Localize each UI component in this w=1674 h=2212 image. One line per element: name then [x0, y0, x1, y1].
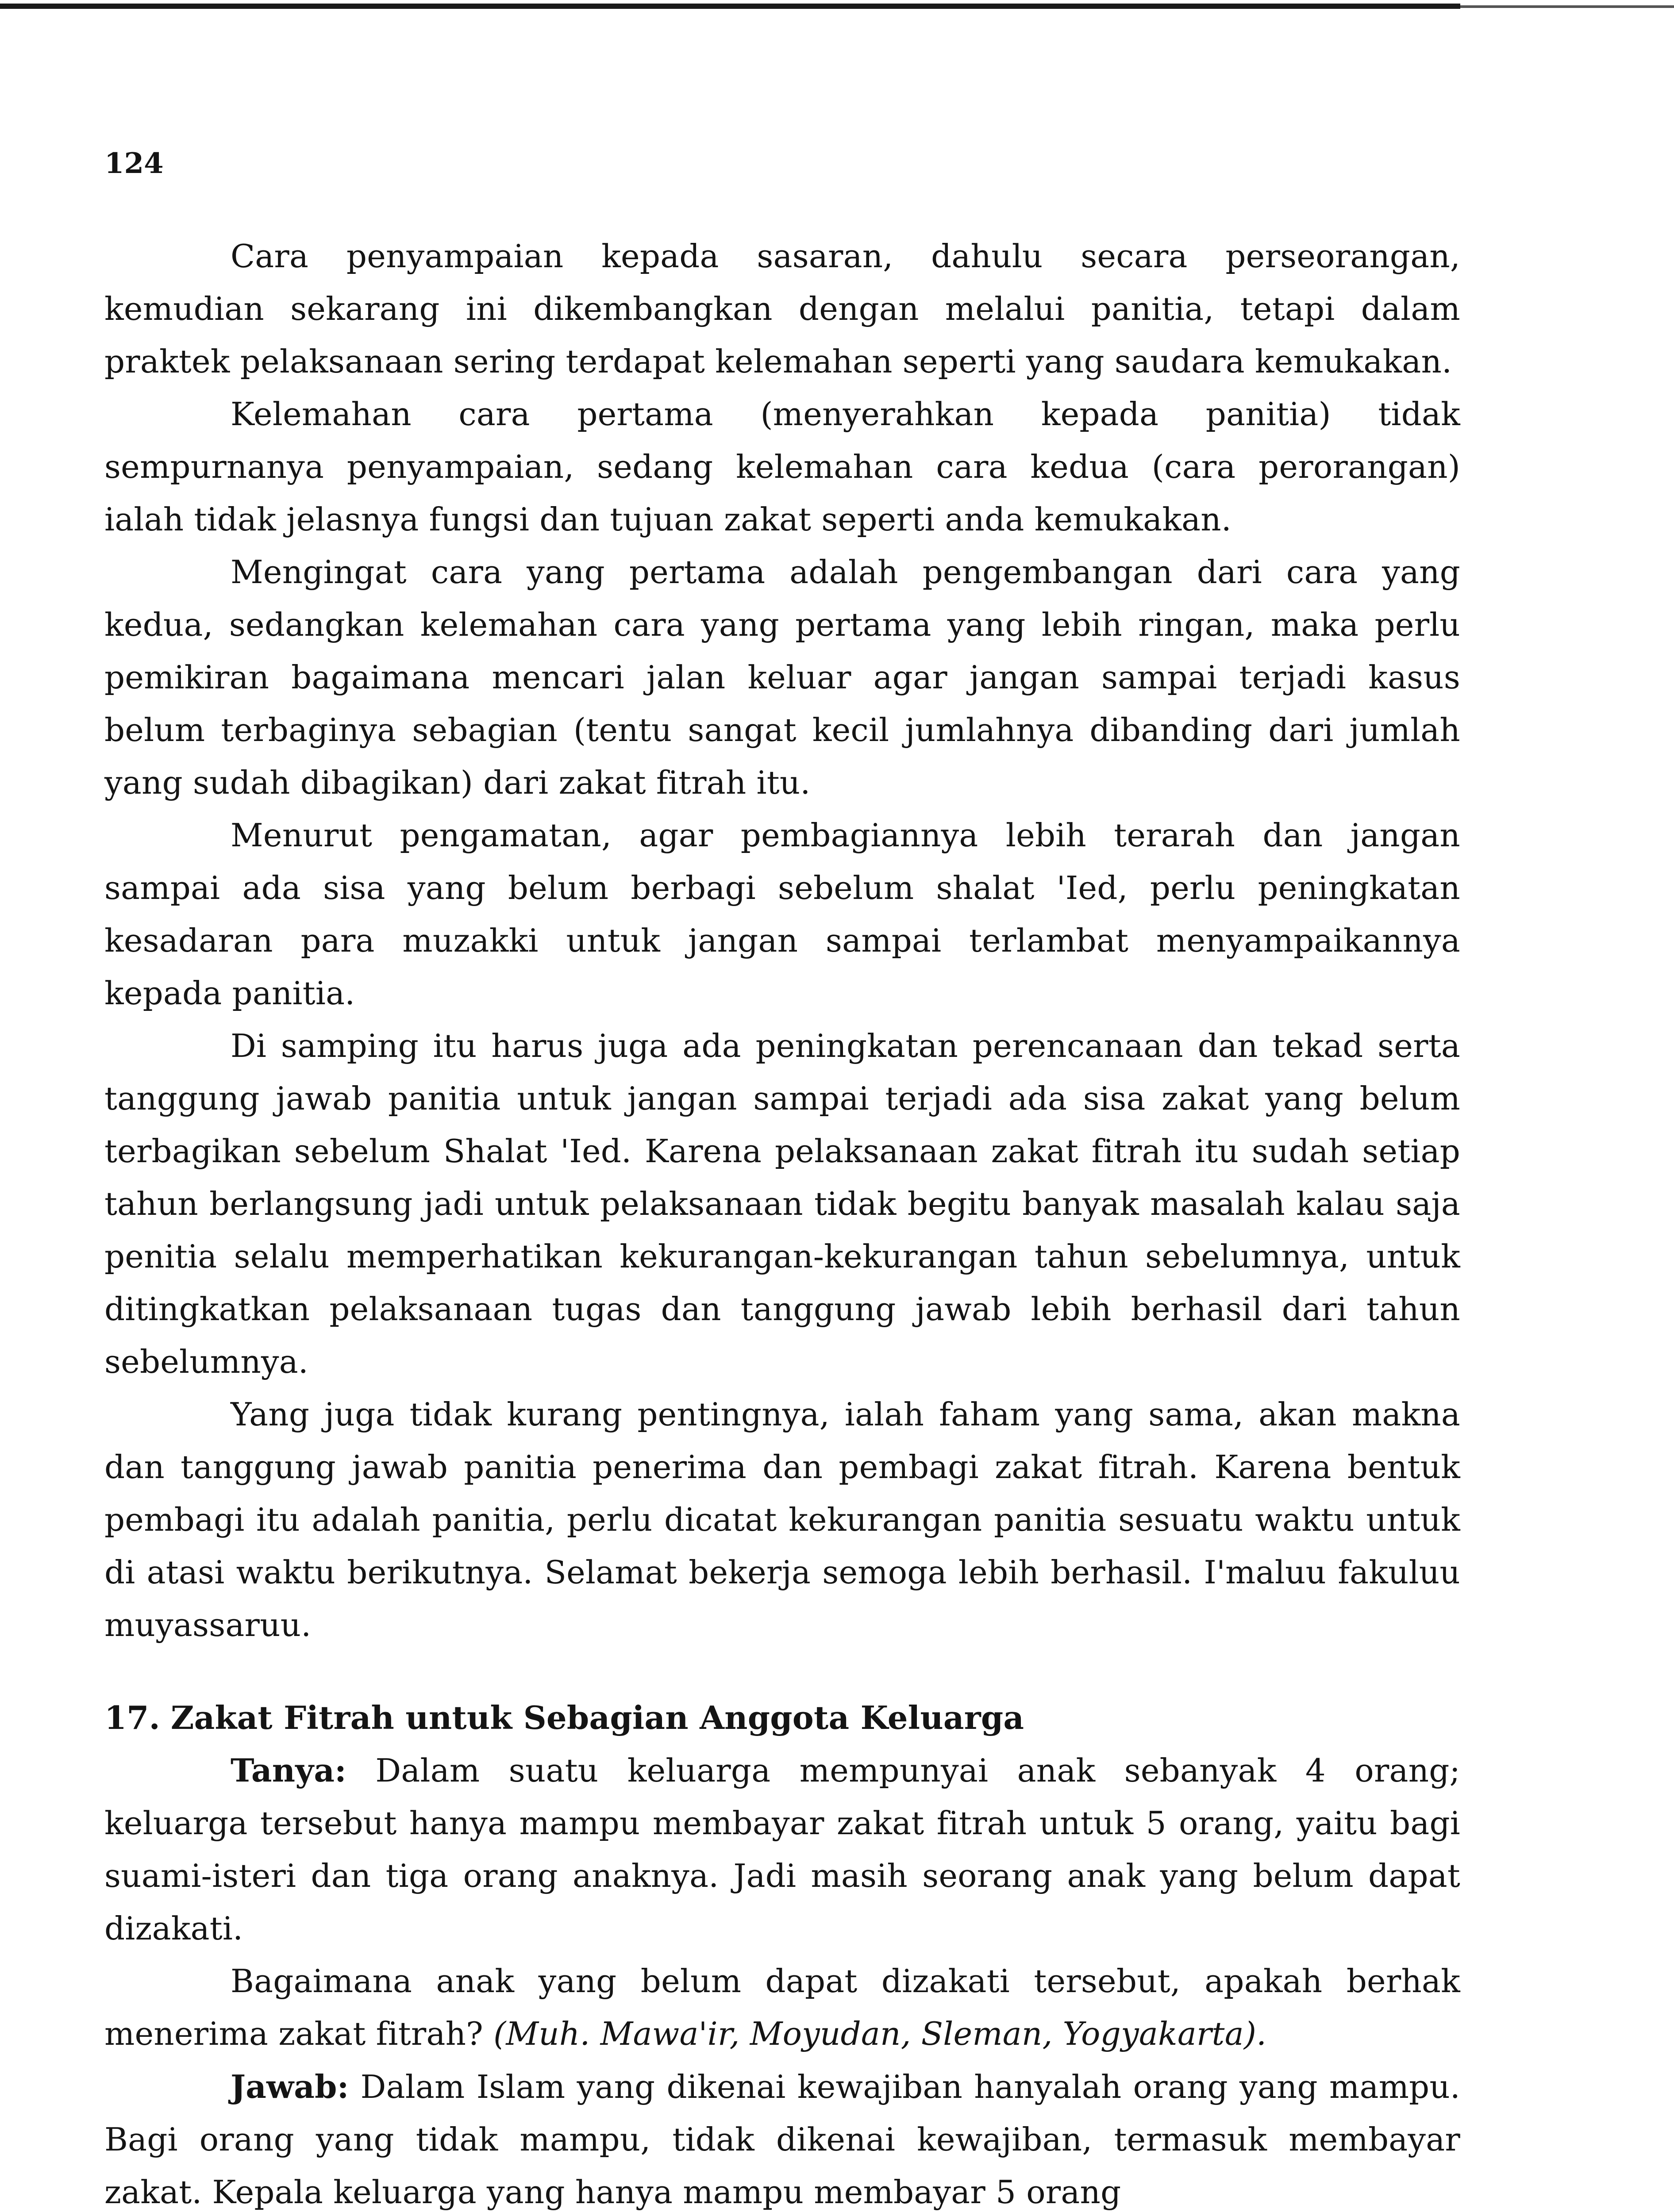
- paragraph: Mengingat cara yang pertama adalah pengembangan dari cara yang kedua, sedangkan kelemahan cara yang pertama yang lebih ringan, maka perlu pemikiran bagaimana mencari jalan keluar agar jangan sampai terjadi kasus belum terbaginya sebagian (tentu sangat kecil jumlahnya dibanding dari jumlah yang sudah dibagikan) dari zakat fitrah itu.: [104, 553, 1460, 801]
- paragraph: Yang juga tidak kurang pentingnya, ialah faham yang sama, akan makna dan tanggung jawab panitia penerima dan pembagi zakat fitrah. Karena bentuk pembagi itu adalah panitia, perlu dicatat kekurangan panitia sesuatu waktu untuk di atasi waktu berikutnya. Selamat bekerja semoga lebih berhasil. I'maluu fakuluu muyassaruu.: [104, 1396, 1460, 1644]
- scan-top-border-tail: [1460, 5, 1674, 8]
- paragraph: Di samping itu harus juga ada peningkatan perencanaan dan tekad serta tanggung jawab panitia untuk jangan sampai terjadi ada sisa zakat yang belum terbagikan sebelum Shalat 'Ied. Karena pelaksanaan zakat fitrah itu sudah setiap tahun berlangsung jadi untuk pelaksanaan tidak begitu banyak masalah kalau saja penitia selalu memperhatikan kekurangan-kekurangan tahun sebelumnya, untuk ditingkatkan pelaksanaan tugas dan tanggung jawab lebih berhasil dari tahun sebelumnya.: [104, 1027, 1460, 1380]
- question-text: Dalam suatu keluarga mempunyai anak sebanyak 4 orang; keluarga tersebut hanya mampu membayar zakat fitrah untuk 5 orang, yaitu bagi suami-isteri dan tiga orang anaknya. Jadi masih seorang anak yang belum dapat dizakati.: [104, 1752, 1460, 1947]
- book-page: [104, 146, 1460, 2212]
- paragraph: Kelemahan cara pertama (menyerahkan kepada panitia) tidak sempurnanya penyampaian, sedang kelemahan cara kedua (cara perorangan) ialah tidak jelasnya fungsi dan tujuan zakat seperti anda kemukakan.: [104, 396, 1460, 538]
- section-title: Zakat Fitrah untuk Sebagian Anggota Keluarga: [170, 1699, 1024, 1736]
- question-paragraph: [104, 1744, 1460, 1955]
- question-followup-paragraph: [104, 1955, 1460, 2060]
- answer-paragraph: [104, 2060, 1460, 2212]
- body-text: [104, 230, 1460, 2212]
- question-source: (Muh. Mawa'ir, Moyudan, Sleman, Yogyakarta).: [493, 2015, 1267, 2052]
- question-label: Tanya:: [231, 1751, 346, 1789]
- answer-label: Jawab:: [231, 2068, 349, 2105]
- scan-top-border: [0, 4, 1460, 9]
- question-followup: Bagaimana anak yang belum dapat dizakati tersebut, apakah berhak menerima zakat fitrah?: [104, 1962, 1460, 2052]
- page-number: 124: [104, 147, 164, 180]
- answer-text: Dalam Islam yang dikenai kewajiban hanyalah orang yang mampu. Bagi orang yang tidak mampu, tidak dikenai kewajiban, termasuk membayar zakat. Kepala keluarga yang hanya mampu membayar 5 orang: [104, 2068, 1460, 2211]
- section-heading: [104, 1691, 1460, 1744]
- paragraph: Cara penyampaian kepada sasaran, dahulu secara perseorangan, kemudian sekarang ini dikembangkan dengan melalui panitia, tetapi dalam praktek pelaksanaan sering terdapat kelemahan seperti yang saudara kemukakan.: [104, 238, 1460, 380]
- paragraph: Menurut pengamatan, agar pembagiannya lebih terarah dan jangan sampai ada sisa yang belum berbagi sebelum shalat 'Ied, perlu peningkatan kesadaran para muzakki untuk jangan sampai terlambat menyampaikannya kepada panitia.: [104, 817, 1460, 1012]
- section-number: 17.: [104, 1699, 160, 1736]
